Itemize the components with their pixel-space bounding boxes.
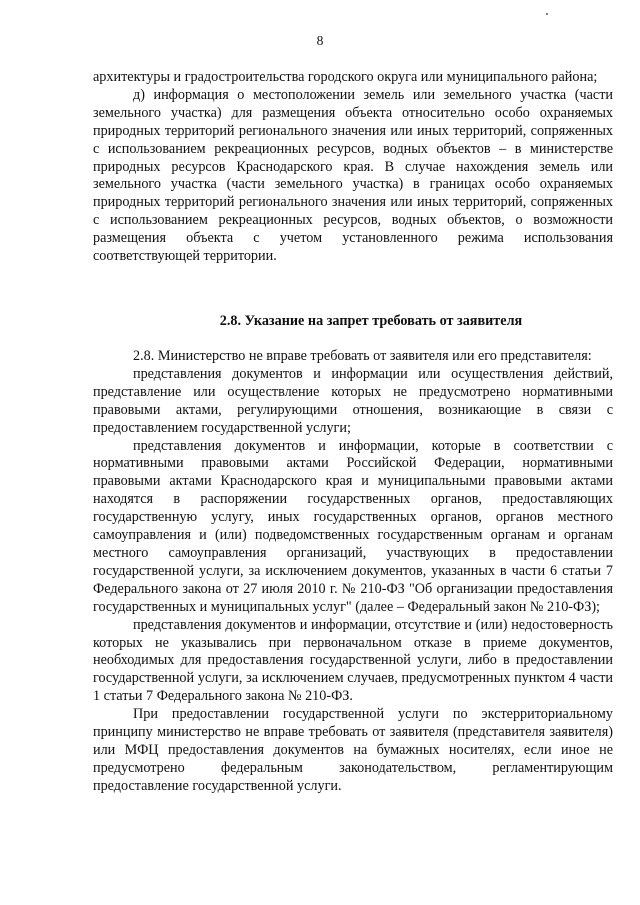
paragraph: 2.8. Министерство не вправе требовать от заявителя или его представителя: bbox=[133, 348, 592, 364]
paragraph: архитектуры и градостроительства городского округа или муниципального района; bbox=[93, 69, 598, 85]
section-heading: 2.8. Указание на запрет требовать от заявителя bbox=[219, 313, 523, 329]
paragraph: д) информация о местоположении земель или земельного участка (части земельного участка) для размещения объекта относительно особо охраняемых природных территорий регионального значения или иных территорий, сопряженных с использованием рекреационных ресурсов, водных объектов – в министерстве природных ресурсов Краснодарского края. В случае нахождения земель или земельного участка (части земельного участка) в границах особо охраняемых природных территорий регионального значения или иных территорий, сопряженных с использованием рекреационных ресурсов, водных объектов, о возможности размещения объекта с учетом установленного режима использования соответствующей территории. bbox=[93, 86, 613, 265]
text-block-main bbox=[93, 348, 613, 796]
paragraph: представления документов и информации, отсутствие и (или) недостоверность которых не указывались при первоначальном отказе в приеме документов, необходимых для предоставления государственной услуги, либо в предоставлении государственной услуги, за исключением случаев, предусмотренных пунктом 4 части 1 статьи 7 Федерального закона № 210-ФЗ. bbox=[93, 616, 613, 705]
paragraph: представления документов и информации или осуществления действий, представление или осуществление которых не предусмотрено нормативными правовыми актами, регулирующими отношения, возникающие в связи с предоставлением государственной услуги; bbox=[93, 365, 613, 436]
paragraph: При предоставлении государственной услуги по экстерриториальному принципу министерство не вправе требовать от заявителя (представителя заявителя) или МФЦ предоставления документов на бумажных носителях, если иное не предусмотрено федеральным законодательством, регламентирующим предоставление государственной услуги. bbox=[93, 706, 613, 794]
page-number: 8 bbox=[316, 33, 324, 48]
paragraph: представления документов и информации, которые в соответствии с нормативными правовыми актами Российской Федерации, нормативными правовыми актами Краснодарского края и муниципальными правовыми актами находятся в распоряжении государственных органов, предоставляющих государственную услугу, иных государственных органов, органов местного самоуправления и (или) подведомственных государственным органам и органам местного самоуправления организаций, участвующих в предоставлении государственной услуги, за исключением документов, указанных в части 6 статьи 7 Федерального закона от 27 июля 2010 г. № 210-ФЗ "Об организации предоставления государственных и муниципальных услуг" (далее – Федеральный закон № 210-ФЗ); bbox=[93, 437, 613, 615]
text-block-top bbox=[93, 69, 613, 266]
scan-speck bbox=[546, 13, 548, 15]
